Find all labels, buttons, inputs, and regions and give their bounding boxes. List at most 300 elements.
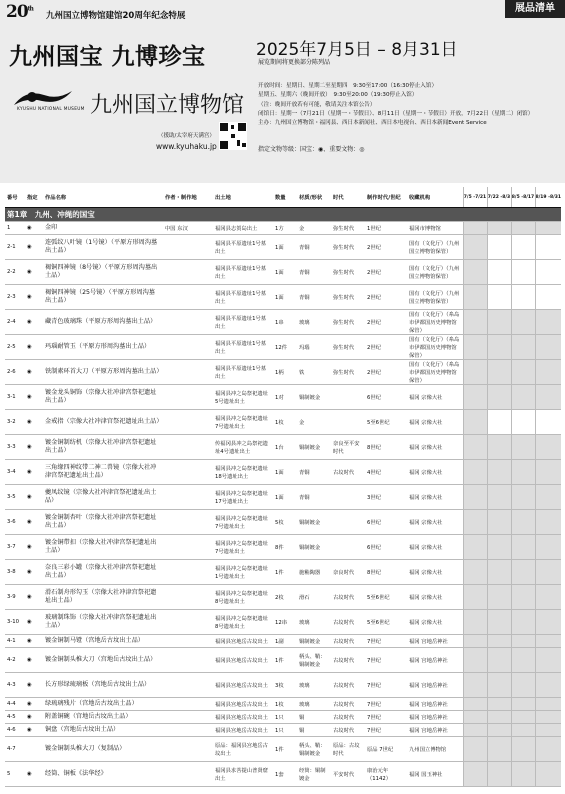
period-cell (511, 762, 535, 787)
table-row (5, 585, 561, 610)
item-count: 1套 (273, 762, 297, 787)
period-cell (535, 737, 561, 762)
period-cell (487, 585, 511, 610)
item-century: 6世纪 (365, 510, 407, 535)
designation-mark: ◉ (25, 460, 43, 485)
period-cell (535, 724, 561, 737)
period-cell (511, 335, 535, 360)
period-cell (487, 260, 511, 285)
period-cell (463, 698, 487, 711)
item-author (163, 762, 213, 787)
col-period: 7/5 -7/21 (463, 187, 487, 208)
item-owner: 国有（文化厅）（九州国立博物馆保管） (407, 235, 463, 260)
col-location: 出土地 (213, 187, 273, 208)
item-author (163, 535, 213, 560)
item-owner: 国有（文化厅）（九州国立博物馆保管） (407, 260, 463, 285)
item-era: 奈良时代 (331, 560, 365, 585)
designation-mark: ◉ (25, 360, 43, 385)
item-owner: 福冈 宫地岳神社 (407, 711, 463, 724)
item-number: 5 (5, 762, 25, 787)
item-author (163, 385, 213, 410)
period-cell (511, 510, 535, 535)
period-cell (511, 560, 535, 585)
table-row (5, 360, 561, 385)
item-location: 原品：福冈县宫地岳古坟出土 (213, 737, 273, 762)
table-row (5, 610, 561, 635)
period-cell (487, 460, 511, 485)
period-cell (487, 711, 511, 724)
item-material: 青铜 (297, 285, 331, 310)
item-century: 3世纪 (365, 485, 407, 510)
designation-mark: ◉ (25, 260, 43, 285)
item-location: 福冈县宫地岳古坟出土 (213, 698, 273, 711)
item-material: 青铜 (297, 485, 331, 510)
item-location: 福冈县冲之岛祭祀遗址17号遗址出土 (213, 485, 273, 510)
item-count: 1件 (273, 560, 297, 585)
table-row (5, 235, 561, 260)
item-location: 福冈县冲之岛祭祀遗址18号遗址出土 (213, 460, 273, 485)
item-count: 1面 (273, 285, 297, 310)
item-owner: 福冈 宗像大社 (407, 410, 463, 435)
item-name: 金印 (43, 222, 163, 235)
item-author (163, 360, 213, 385)
item-material: 铜制镀金 (297, 635, 331, 648)
period-cell (463, 235, 487, 260)
item-author (163, 737, 213, 762)
item-owner: 福冈 宫地岳神社 (407, 673, 463, 698)
info-block (258, 82, 558, 128)
item-century: 2世纪 (365, 335, 407, 360)
item-century: 7世纪 (365, 648, 407, 673)
item-name: 褐铜四神镜（25号镜）（平原方形周沟墓出土品） (43, 285, 163, 310)
period-cell (535, 435, 561, 460)
period-cell (535, 698, 561, 711)
period-cell (463, 535, 487, 560)
item-number: 4-5 (5, 711, 25, 724)
period-cell (487, 335, 511, 360)
item-location: 福冈县宫地岳古坟出土 (213, 673, 273, 698)
item-number: 2-2 (5, 260, 25, 285)
item-owner: 国有（文化厅）（糸岛市伊都国历史博物馆保管） (407, 335, 463, 360)
item-location: 福冈县冲之岛祭祀遗址7号遗址出土 (213, 410, 273, 435)
item-number: 3-6 (5, 510, 25, 535)
period-cell (511, 385, 535, 410)
item-location: 福冈县冲之岛祭祀遗址1号遗址出土 (213, 560, 273, 585)
anniversary-logo: 20th (6, 2, 33, 22)
period-cell (487, 762, 511, 787)
item-century: 4世纪 (365, 460, 407, 485)
designation-mark: ◉ (25, 285, 43, 310)
designation-mark: ◉ (25, 711, 43, 724)
item-owner: 福冈 宫地岳神社 (407, 635, 463, 648)
item-author (163, 285, 213, 310)
info-line: （注：晚间开放若有可能，敬请关注本馆公告） (258, 101, 376, 108)
item-number: 2-6 (5, 360, 25, 385)
table-row (5, 335, 561, 360)
item-count: 1柄 (273, 360, 297, 385)
item-name: 连弧纹八叶镜（1号镜）（平原方形周沟墓出土品） (43, 235, 163, 260)
item-owner: 国有（文化厅）（九州国立博物馆保管） (407, 285, 463, 310)
period-cell (463, 673, 487, 698)
item-number: 4-2 (5, 648, 25, 673)
period-cell (535, 285, 561, 310)
section-title: 第1章 九州、冲绳的国宝 (5, 208, 561, 222)
period-cell (487, 510, 511, 535)
item-author (163, 260, 213, 285)
col-period: 7/22 -8/3 (487, 187, 511, 208)
item-owner: 福冈 宗像大社 (407, 610, 463, 635)
period-cell (511, 535, 535, 560)
period-cell (535, 510, 561, 535)
item-number: 2-1 (5, 235, 25, 260)
table-row (5, 698, 561, 711)
item-location: 福冈县冲之岛祭祀遗址7号遗址出土 (213, 510, 273, 535)
item-location: 福冈县冲之岛祭祀遗址8号遗址出土 (213, 610, 273, 635)
period-cell (487, 285, 511, 310)
col-author: 作者・制作地 (163, 187, 213, 208)
item-location: 传福冈县冲之岛祭祀遗址4号遗址出土 (213, 435, 273, 460)
info-line: 闭馆日：星期一（7月21日（星期一・节假日）、8月11日（星期一・节假日）开放，7月22日（星期二）闭馆） (258, 110, 534, 117)
period-cell (487, 560, 511, 585)
designation-mark: ◉ (25, 648, 43, 673)
table-row (5, 485, 561, 510)
period-cell (463, 762, 487, 787)
item-number: 4-3 (5, 673, 25, 698)
item-author (163, 648, 213, 673)
item-name: 奈良三彩小罐（宗像大社冲津宫祭祀遗址出土品） (43, 560, 163, 585)
period-cell (463, 260, 487, 285)
item-author (163, 560, 213, 585)
item-owner: 福冈 宗像大社 (407, 510, 463, 535)
header (0, 0, 565, 183)
designation-mark: ◉ (25, 535, 43, 560)
item-era (331, 510, 365, 535)
item-location: 福冈县冲之岛祭祀遗址7号遗址出土 (213, 535, 273, 560)
period-cell (463, 737, 487, 762)
item-era: 弥生时代 (331, 235, 365, 260)
item-century: 5至6世纪 (365, 410, 407, 435)
col-period: 8/5 -8/17 (511, 187, 535, 208)
item-material: 玻璃 (297, 673, 331, 698)
museum-name: 九州国立博物馆 (90, 93, 245, 118)
item-count: 1只 (273, 724, 297, 737)
period-cell (511, 711, 535, 724)
item-count: 1件 (273, 737, 297, 762)
item-material: 玻璃 (297, 610, 331, 635)
period-cell (487, 648, 511, 673)
item-location: 福冈县平原遗址1号墓出土 (213, 335, 273, 360)
period-cell (463, 635, 487, 648)
period-cell (535, 560, 561, 585)
period-cell (463, 335, 487, 360)
period-cell (535, 410, 561, 435)
period-cell (463, 610, 487, 635)
period-cell (535, 711, 561, 724)
table-row (5, 460, 561, 485)
period-cell (463, 310, 487, 335)
item-material: 铜制镀金 (297, 535, 331, 560)
item-name: 褐铜四神镜（8号镜）（平原方形周沟墓出土品） (43, 260, 163, 285)
item-count: 5枚 (273, 510, 297, 535)
item-owner: 福冈 宫地岳神社 (407, 698, 463, 711)
col-material: 材质/形状 (297, 187, 331, 208)
item-century: 7世纪 (365, 698, 407, 711)
item-number: 2-3 (5, 285, 25, 310)
item-count: 1面 (273, 235, 297, 260)
item-century: 原品 7世纪 (365, 737, 407, 762)
period-cell (535, 235, 561, 260)
item-material: 柄头、鞘：铜制镀金 (297, 737, 331, 762)
item-count: 3枚 (273, 673, 297, 698)
table-row (5, 711, 561, 724)
item-name: 镀金铜带扣（宗像大社冲津宫祭祀遗址出土品） (43, 535, 163, 560)
period-cell (463, 222, 487, 235)
item-count: 12串 (273, 610, 297, 635)
designation-legend: 指定文物等级：国宝：◉、重要文物：◎ (258, 146, 365, 153)
item-material: 铜 (297, 711, 331, 724)
item-author: 中国 东汉 (163, 222, 213, 235)
item-era (331, 385, 365, 410)
item-era: 弥生时代 (331, 260, 365, 285)
period-cell (535, 260, 561, 285)
period-cell (535, 648, 561, 673)
item-material: 铜制镀金 (297, 435, 331, 460)
item-number: 3-5 (5, 485, 25, 510)
item-era: 古坟时代 (331, 698, 365, 711)
item-location: 福冈县平原遗址1号墓出土 (213, 235, 273, 260)
item-era: 弥生时代 (331, 285, 365, 310)
period-cell (463, 510, 487, 535)
item-era: 弥生时代 (331, 335, 365, 360)
period-cell (487, 737, 511, 762)
col-period: 8/19 -8/31 (535, 187, 561, 208)
item-name: 金戒指（宗像大社冲津宫祭祀遗址出土品） (43, 410, 163, 435)
period-cell (535, 635, 561, 648)
designation-mark: ◉ (25, 385, 43, 410)
item-number: 3-8 (5, 560, 25, 585)
item-location: 福冈县平原遗址1号墓出土 (213, 360, 273, 385)
designation-mark: ◉ (25, 698, 43, 711)
item-number: 4-1 (5, 635, 25, 648)
item-author (163, 310, 213, 335)
designation-mark: ◉ (25, 610, 43, 635)
period-cell (511, 610, 535, 635)
item-location: 福冈县平原遗址1号墓出土 (213, 310, 273, 335)
item-century: 2世纪 (365, 260, 407, 285)
period-cell (535, 610, 561, 635)
item-material: 铜制镀金 (297, 385, 331, 410)
item-era: 古坟时代 (331, 585, 365, 610)
period-cell (487, 235, 511, 260)
period-cell (511, 222, 535, 235)
period-cell (463, 648, 487, 673)
item-owner: 九州国立博物馆 (407, 737, 463, 762)
item-author (163, 673, 213, 698)
period-cell (463, 360, 487, 385)
designation-mark: ◉ (25, 762, 43, 787)
item-location: 福冈县宫地岳古坟出土 (213, 648, 273, 673)
item-count: 1面 (273, 260, 297, 285)
item-century: 8世纪 (365, 435, 407, 460)
item-location: 福冈县平原遗址1号墓出土 (213, 285, 273, 310)
period-cell (487, 435, 511, 460)
item-author (163, 635, 213, 648)
period-cell (487, 410, 511, 435)
period-cell (487, 698, 511, 711)
item-location: 福冈县冲之岛祭祀遗址8号遗址出土 (213, 585, 273, 610)
item-century: 7世纪 (365, 724, 407, 737)
item-author (163, 610, 213, 635)
table-row (5, 635, 561, 648)
period-cell (487, 635, 511, 648)
period-cell (487, 673, 511, 698)
item-owner: 福冈 宗像大社 (407, 535, 463, 560)
item-material: 玻璃 (297, 310, 331, 335)
item-name: 镀金铜制杏叶（宗像大社冲津宫祭祀遗址出土品） (43, 510, 163, 535)
item-owner: 福冈 宫地岳神社 (407, 648, 463, 673)
item-name: 三角缘四神纹带二神二兽镜（宗像大社冲津宫祭祀遗址出土品） (43, 460, 163, 485)
period-cell (511, 673, 535, 698)
item-count: 8件 (273, 535, 297, 560)
item-owner: 福冈 宗像大社 (407, 385, 463, 410)
period-cell (463, 585, 487, 610)
period-cell (487, 385, 511, 410)
exhibit-list-badge: 展品清单 (505, 0, 565, 18)
website-link[interactable]: www.kyuhaku.jp (156, 142, 217, 151)
item-number: 3-7 (5, 535, 25, 560)
item-location: 福冈县冲之岛祭祀遗址5号遗址出土 (213, 385, 273, 410)
item-era: 奈良至平安时代 (331, 435, 365, 460)
period-cell (487, 310, 511, 335)
period-cell (463, 460, 487, 485)
table-row (5, 385, 561, 410)
item-name: 镀金铜制头椎大刀（宫地岳古坟出土品） (43, 648, 163, 673)
item-count: 1对 (273, 385, 297, 410)
item-name: 经筒、铜板《法华经》 (43, 762, 163, 787)
info-line: 星期五、星期六（晚间开放） 9:30至20:00（19:30停止入馆） (258, 92, 418, 99)
table-row (5, 285, 561, 310)
designation-mark: ◉ (25, 410, 43, 435)
period-cell (535, 222, 561, 235)
item-owner: 福冈 宗像大社 (407, 460, 463, 485)
item-author (163, 711, 213, 724)
item-owner: 福冈 国玉神社 (407, 762, 463, 787)
period-cell (511, 460, 535, 485)
item-material: 铜制镀金 (297, 510, 331, 535)
item-era: 原品：古坟时代 (331, 737, 365, 762)
item-number: 1 (5, 222, 25, 235)
item-era (331, 485, 365, 510)
period-cell (463, 285, 487, 310)
item-count: 1面 (273, 460, 297, 485)
period-cell (535, 585, 561, 610)
period-cell (511, 310, 535, 335)
item-era: 古坟时代 (331, 460, 365, 485)
item-author (163, 585, 213, 610)
item-era: 平安时代 (331, 762, 365, 787)
period-cell (535, 762, 561, 787)
designation-mark: ◉ (25, 724, 43, 737)
table-header-row (5, 187, 561, 208)
item-count: 1件 (273, 648, 297, 673)
period-cell (511, 724, 535, 737)
item-name: 滑石制舟形勾玉（宗像大社冲津宫祭祀遗址出土品） (43, 585, 163, 610)
item-name: 铜盘（宫地岳古坟出土品） (43, 724, 163, 737)
table-row (5, 535, 561, 560)
item-author (163, 410, 213, 435)
period-cell (487, 485, 511, 510)
item-century: 8世纪 (365, 560, 407, 585)
item-century: 2世纪 (365, 235, 407, 260)
table-row (5, 435, 561, 460)
period-cell (463, 435, 487, 460)
item-count: 1串 (273, 310, 297, 335)
item-era: 弥生时代 (331, 310, 365, 335)
item-name: 夔凤纹镜（宗像大社冲津宫祭祀遗址出土品） (43, 485, 163, 510)
item-century: 6世纪 (365, 385, 407, 410)
item-material: 施釉陶器 (297, 560, 331, 585)
item-owner: 福冈 宗像大社 (407, 585, 463, 610)
period-cell (511, 235, 535, 260)
item-count: 1只 (273, 711, 297, 724)
designation-mark: ◉ (25, 510, 43, 535)
item-century: 1世纪 (365, 222, 407, 235)
item-era: 古坟时代 (331, 711, 365, 724)
table-row (5, 410, 561, 435)
designation-mark: ◉ (25, 335, 43, 360)
item-location: 福冈县平原遗址1号墓出土 (213, 260, 273, 285)
item-count: 1枚 (273, 698, 297, 711)
item-material: 柄头、鞘：铜制镀金 (297, 648, 331, 673)
designation-mark: ◉ (25, 635, 43, 648)
item-author (163, 698, 213, 711)
item-material: 金 (297, 410, 331, 435)
item-count: 2枚 (273, 585, 297, 610)
qr-code-icon (219, 122, 247, 150)
item-material: 铁 (297, 360, 331, 385)
item-material: 滑石 (297, 585, 331, 610)
item-material: 铜 (297, 724, 331, 737)
period-cell (487, 724, 511, 737)
period-cell (463, 711, 487, 724)
item-material: 青铜 (297, 235, 331, 260)
item-era: 弥生时代 (331, 360, 365, 385)
period-cell (535, 535, 561, 560)
col-name: 作品名称 (43, 187, 163, 208)
museum-english-name: KYUSHU NATIONAL MUSEUM (17, 107, 85, 112)
period-cell (463, 560, 487, 585)
item-location: 福冈县求菩提山普贤窟出土 (213, 762, 273, 787)
designation-mark: ◉ (25, 560, 43, 585)
museum-logo-icon (12, 87, 74, 109)
item-count: 1副 (273, 635, 297, 648)
item-material: 青铜 (297, 460, 331, 485)
period-cell (511, 360, 535, 385)
period-cell (463, 410, 487, 435)
item-location: 福冈县宫地岳古坟出土 (213, 635, 273, 648)
period-cell (511, 648, 535, 673)
designation-mark: ◉ (25, 222, 43, 235)
table-row (5, 560, 561, 585)
item-name: 铁制素环首大刀（平原方形周沟墓出土品） (43, 360, 163, 385)
item-century: 2世纪 (365, 360, 407, 385)
item-number: 2-4 (5, 310, 25, 335)
item-author (163, 335, 213, 360)
item-material: 青铜 (297, 260, 331, 285)
item-century: 康治元年（1142） (365, 762, 407, 787)
designation-mark: ◉ (25, 235, 43, 260)
item-century: 7世纪 (365, 635, 407, 648)
